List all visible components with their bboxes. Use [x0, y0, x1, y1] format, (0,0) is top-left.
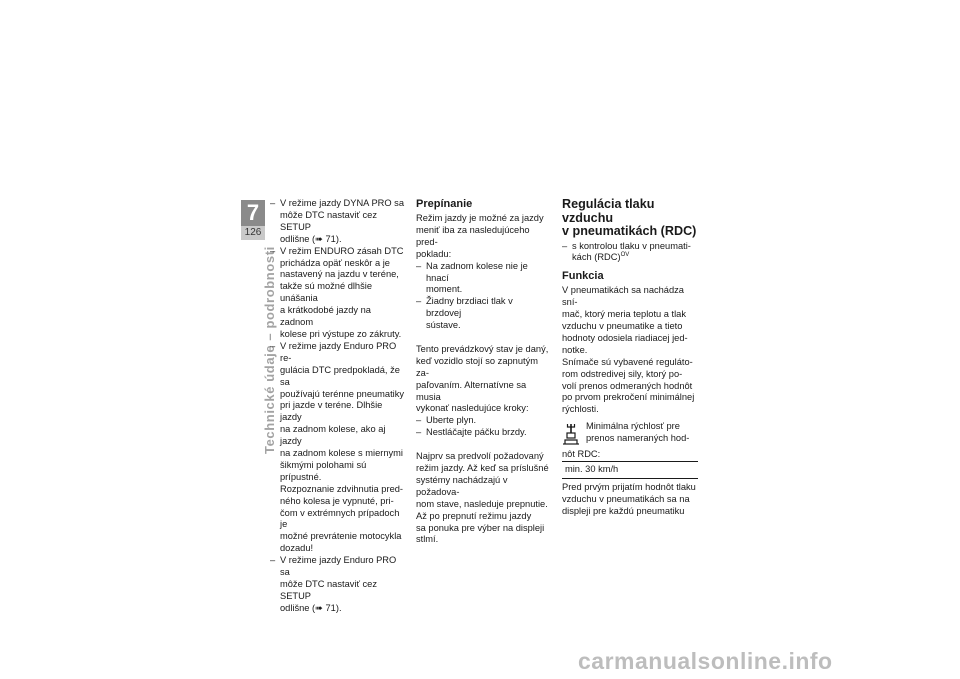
text-line: vzduchu v pneumatike a tieto [562, 321, 683, 332]
text-line: moment. [426, 284, 463, 295]
watermark: carmanualsonline.info [578, 648, 833, 674]
text-line: – Nestláčajte páčku brzdy. [426, 427, 527, 438]
text-line: systémy nachádzajú v požadova- [416, 474, 508, 497]
text-line: nôt RDC: [562, 449, 601, 460]
text-line: Snímače sú vybavené reguláto- [562, 356, 693, 367]
text-line: – Na zadnom kolese nie je hnací [426, 260, 528, 283]
chapter-marker [241, 200, 265, 240]
text-line: – Uberte plyn. [426, 415, 477, 426]
heading-line: Regulácia tlaku [562, 197, 655, 211]
text-line: keď vozidlo stojí so zapnutým za- [416, 355, 538, 378]
spec-note-value: min. 30 km/h [565, 464, 619, 475]
page-number: 126 [241, 226, 265, 240]
list-item [416, 427, 549, 439]
text-line: šikmými polohami sú prípustné. [280, 459, 367, 482]
text-line: kolese pri výstupe zo zákruty. [280, 328, 402, 339]
chapter-title: Technické údaje – podrobnosti [262, 246, 277, 454]
text-line: – Žiadny brzdiaci tlak v brzdovej [426, 296, 513, 319]
text-line: – V režime jazdy Enduro PRO sa [280, 555, 397, 578]
spacer [416, 439, 549, 451]
paragraph-intro [416, 213, 549, 261]
text-line: Rozpoznanie zdvihnutia pred- [280, 483, 404, 494]
text-line: – V režime jazdy Enduro PRO re- [280, 340, 397, 363]
text-line: možné prevrátenie motocykla [280, 531, 402, 542]
text-line: V pneumatikách sa nachádza sní- [562, 285, 684, 308]
wrench-gauge-icon [562, 421, 586, 449]
paragraph-sensor [562, 285, 698, 356]
text-line: používajú terénne pneumatiky [280, 388, 405, 399]
text-line: pokladu: [416, 248, 452, 259]
text-line: pri jazde v teréne. Dlhšie jazdy [280, 400, 383, 423]
text-line: na zadnom kolese s miernymi [280, 448, 403, 459]
text-line: mač, ktorý meria teplotu a tlak [562, 309, 687, 320]
text-line: Režim jazdy je možné za jazdy [416, 213, 544, 223]
text-line: a krátkodobé jazdy na zadnom [280, 305, 371, 328]
column-driving-modes [270, 198, 406, 615]
text-line: sa ponuka pre výber na displeji [416, 522, 545, 533]
text-line: – V režim ENDURO zásah DTC [280, 245, 404, 256]
spec-note-divider [562, 478, 698, 479]
spec-note [562, 420, 698, 479]
text-line: dozadu! [280, 543, 314, 554]
text-line: volí prenos odmeraných hodnôt [562, 380, 693, 391]
list-item [270, 246, 406, 341]
text-line: rom odstredivej sily, ktorý po- [562, 368, 683, 379]
text-line: môže DTC nastaviť cez SETUP [280, 209, 377, 232]
column-rdc [562, 198, 698, 518]
text-line: môže DTC nastaviť cez SETUP [280, 579, 377, 601]
text-line: prenos nameraných hod- [586, 433, 690, 444]
text-line: notke. [562, 344, 588, 355]
list-item [562, 241, 698, 265]
text-line [572, 252, 698, 264]
paragraph-first-reception [562, 482, 698, 518]
column-switching [416, 198, 549, 546]
chapter-number: 7 [241, 200, 265, 226]
list-item [270, 198, 406, 246]
heading-line: vzduchu [562, 210, 614, 225]
heading-line: v pneumatikách (RDC) [562, 224, 697, 238]
text-line: odlišne (➠ 71). [280, 233, 342, 244]
text-line: Tento prevádzkový stav je daný, [416, 343, 549, 354]
text-line: na zadnom kolese, ako aj jazdy [280, 424, 386, 447]
text-line: nom stave, nasleduje prepnutie. [416, 498, 548, 509]
text-line: čom v extrémnych prípadoch je [280, 507, 400, 530]
section-heading-switching: Prepínanie [416, 198, 473, 210]
paragraph-regulator [562, 357, 698, 417]
text-line: vzduchu v pneumatikách sa na [562, 493, 690, 504]
text-line: prichádza opäť neskôr a je [280, 257, 390, 268]
list-item [416, 296, 549, 332]
text-line: hodnoty odosiela riadiacej jed- [562, 332, 688, 343]
spacer [416, 332, 549, 344]
spec-note-text [586, 421, 698, 449]
text-line: sústave. [426, 320, 461, 331]
text-line: Pred prvým prijatím hodnôt tlaku [562, 482, 696, 492]
text-line: meniť iba za nasledujúceho pred- [416, 224, 530, 247]
text-line: ného kolesa je vypnuté, pri- [280, 495, 394, 506]
list-item [270, 555, 406, 615]
option-superscript: OV [620, 252, 630, 259]
list-item [416, 415, 549, 427]
text-line: Najprv sa predvolí požadovaný [416, 451, 544, 462]
paragraph-preselection [416, 451, 549, 546]
text-line: odlišne (➠ 71). [280, 602, 342, 613]
text-line: stlmí. [416, 534, 439, 545]
list-item [416, 261, 549, 297]
text-line: takže sú možné dlhšie unášania [280, 281, 372, 304]
spec-note-header [562, 420, 698, 452]
section-heading-rdc [562, 198, 698, 239]
text-line: režim jazdy. Až keď sa príslušné [416, 463, 549, 473]
text-line: rýchlosti. [562, 404, 599, 415]
option-text: kách (RDC) [572, 252, 621, 263]
list-item [270, 341, 406, 555]
text-line: displeji pre každú pneumatiku [562, 505, 685, 516]
paragraph-operating-state [416, 344, 549, 415]
text-line: – s kontrolou tlaku v pneumati- [572, 240, 691, 251]
text-line: po prvom prekročení minimálnej [562, 392, 695, 403]
text-line: paľovaním. Alternatívne sa musia [416, 379, 527, 402]
text-line: Minimálna rýchlosť pre [586, 421, 680, 432]
subheading-function: Funkcia [562, 270, 604, 283]
text-line: nastavený na jazdu v teréne, [280, 269, 399, 280]
text-line: vykonať nasledujúce kroky: [416, 403, 529, 414]
text-line: Až po prepnutí režimu jazdy [416, 510, 532, 521]
text-line: – V režime jazdy DYNA PRO sa [280, 198, 404, 208]
text-line: gulácia DTC predpokladá, že sa [280, 364, 400, 387]
